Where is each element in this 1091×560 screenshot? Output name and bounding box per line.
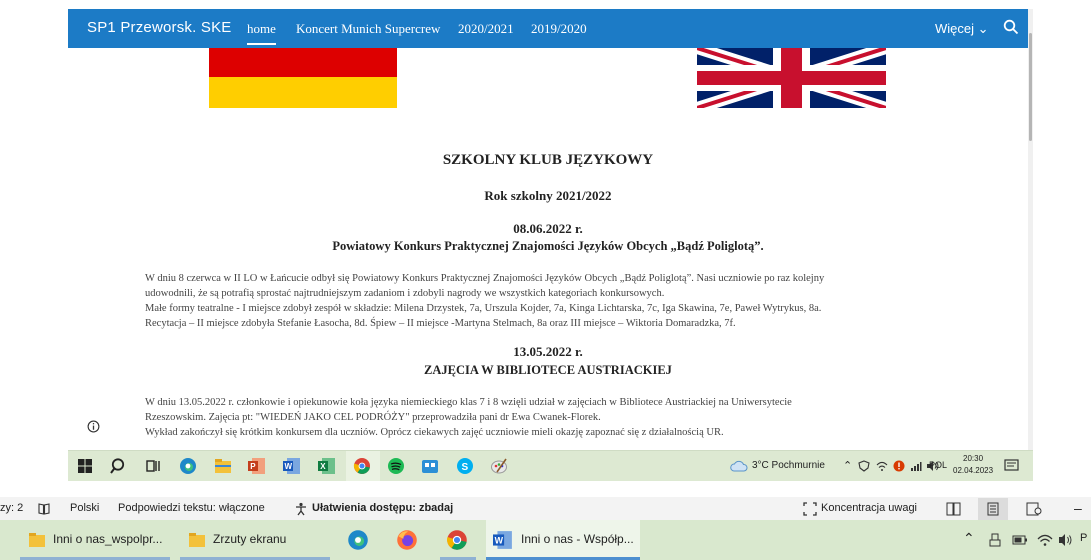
news-body [145, 395, 951, 440]
scrollbar-thumb[interactable] [1029, 33, 1032, 141]
nav-item-2020-2021[interactable]: 2020/2021 [458, 21, 514, 36]
shield-icon[interactable] [858, 460, 870, 472]
page-heading: SZKOLNY KLUB JĘZYKOWY [442, 152, 654, 168]
news-title: Powiatowy Konkurs Praktycznej Znajomości Języków Obcych „Bądź Poliglotą”. [332, 239, 764, 253]
search-icon[interactable] [1003, 19, 1019, 35]
site-navbar [68, 9, 1028, 48]
volume-icon[interactable] [1058, 533, 1076, 547]
news-line: Małe formy teatralne - I miejsce zdobył zespół w składzie: Milena Drzystek, 7a, Urszula Kojder, 7a, Kinga Lichtarska, 7c, Iga Skawina, 7e, Paweł Wytrykus, 8a. [145, 303, 822, 314]
wifi-icon[interactable] [876, 460, 888, 472]
taskbar-item-folder[interactable] [20, 520, 170, 560]
search-icon[interactable] [110, 457, 128, 475]
print-layout-button[interactable] [978, 498, 1008, 520]
news-line: W dniu 8 czerwca w II LO w Łańcucie odbył się Powiatowy Konkurs Praktycznej Znajomości Języków Obcych „Bądź Poliglotą”. Nasi uczniowie po raz kolejny [145, 273, 825, 284]
chevron-up-icon[interactable]: ⌃ [843, 460, 853, 472]
accessibility-status[interactable]: Ułatwienia dostępu: zbadaj [312, 502, 454, 514]
folder-icon [188, 531, 206, 549]
chevron-down-icon: ⌄ [977, 21, 989, 36]
taskbar-item-label: Inni o nas_wspolpr... [53, 532, 163, 546]
svg-text:X: X [320, 462, 326, 471]
word-icon [493, 530, 513, 550]
zoom-out-button[interactable]: – [1074, 500, 1082, 516]
news-date: 13.05.2022 r. [513, 344, 583, 359]
firefox-icon[interactable] [396, 529, 418, 551]
accessibility-icon[interactable] [294, 502, 308, 516]
print-layout-icon [986, 502, 1000, 516]
uk-flag-image [697, 48, 886, 108]
school-year: Rok szkolny 2021/2022 [484, 188, 612, 203]
taskbar-item-label: Inni o nas - Współp... [521, 532, 634, 546]
embedded-taskbar [68, 450, 1033, 481]
windows-taskbar [0, 520, 1091, 560]
read-mode-icon[interactable] [946, 502, 961, 516]
taskbar-item-folder[interactable] [180, 520, 330, 560]
top-strip [0, 0, 1091, 9]
nav-item-home[interactable]: home [247, 21, 276, 45]
news-line: W dniu 13.05.2022 r. członkowie i opiekunowie koła języka niemieckiego klas 7 i 8 wzięli udział w zajęciach w Bibliotece Austriackiej na Uniwersytecie [145, 397, 792, 408]
usb-icon[interactable] [988, 533, 1002, 547]
nav-more-label: Więcej [935, 21, 975, 36]
excel-icon[interactable] [318, 457, 336, 475]
skype-icon[interactable] [456, 457, 474, 475]
windows-start-icon[interactable] [78, 459, 92, 473]
taskbar-item-word[interactable] [486, 520, 640, 560]
network-icon[interactable] [910, 460, 922, 472]
svg-text:W: W [284, 462, 293, 471]
chrome-icon[interactable] [353, 457, 371, 475]
taskbar-item-label: Zrzuty ekranu [213, 532, 287, 546]
focus-mode-label[interactable]: Koncentracja uwagi [821, 502, 918, 514]
task-view-icon[interactable] [144, 457, 162, 475]
svg-text:P: P [250, 462, 256, 471]
notification-icon[interactable] [1004, 458, 1020, 474]
text-predictions-status[interactable]: Podpowiedzi tekstu: włączone [118, 502, 265, 514]
file-explorer-icon[interactable] [214, 457, 232, 475]
language-status[interactable]: Polski [70, 502, 100, 514]
site-title[interactable]: SP1 Przeworsk. SKE [87, 19, 232, 36]
alert-icon[interactable] [893, 460, 905, 472]
news-title: ZAJĘCIA W BIBLIOTECE AUSTRIACKIEJ [424, 363, 672, 377]
news-body [145, 271, 951, 331]
nav-item-koncert[interactable]: Koncert Munich Supercrew [296, 21, 441, 36]
paint-icon[interactable] [490, 457, 508, 475]
powerpoint-icon[interactable] [248, 457, 266, 475]
word-status-bar [0, 497, 1091, 521]
wifi-icon[interactable] [1037, 533, 1053, 547]
news-line: Wykład zakończył się krótkim konkursem dla uczniów. Oprócz ciekawych zajęć uczniowie mieli okazję zapoznać się z działalnością UR. [145, 427, 724, 438]
nav-item-2019-2020[interactable]: 2019/2020 [531, 21, 587, 36]
clock-date[interactable]: 02.04.2023 [953, 466, 994, 475]
svg-text:W: W [494, 535, 504, 546]
edge-icon[interactable] [179, 457, 197, 475]
word-count[interactable]: zy: 2 [0, 502, 24, 514]
overflow-indicator[interactable]: P [1080, 532, 1088, 544]
chrome-icon [446, 529, 468, 551]
svg-text:S: S [461, 462, 469, 473]
germany-flag-image [209, 48, 397, 108]
word-icon[interactable] [283, 457, 301, 475]
store-app-icon[interactable] [421, 457, 439, 475]
news-line: udowodnili, że są potrafią sprostać najtrudniejszym zadaniom i zdobyli nagrody we wszystkich kategoriach konkursowych. [145, 288, 665, 299]
battery-icon[interactable] [1012, 533, 1028, 547]
web-layout-icon[interactable] [1026, 502, 1042, 516]
spotify-icon[interactable] [387, 457, 405, 475]
news-line: Recytacja – II miejsce zdobyła Stefanie Łasocha, 8d. Śpiew – II miejsce -Martyna Stelmach, 8a oraz III miejsce – Wiktoria Domaradzka, 7f. [145, 318, 736, 329]
nav-more-menu[interactable] [935, 21, 989, 37]
chevron-up-icon[interactable]: ⌃ [963, 530, 975, 546]
weather-text[interactable]: 3°C Pochmurnie [752, 460, 825, 471]
proofing-book-icon[interactable] [37, 502, 51, 516]
folder-icon [28, 531, 46, 549]
news-line: Rzeszowskim. Zajęcia pt: "WIEDEŃ JAKO CEL PODRÓŻY" przeprowadziła pani dr Ewa Cwanek-Florek. [145, 412, 601, 423]
taskbar-item-chrome[interactable] [436, 520, 480, 560]
info-icon[interactable] [87, 420, 100, 433]
clock-time[interactable]: 20:30 [963, 454, 984, 463]
embedded-site-screenshot [68, 9, 1033, 450]
cloud-weather-icon [730, 459, 748, 473]
language-indicator[interactable]: POL [929, 460, 948, 470]
news-date: 08.06.2022 r. [513, 221, 583, 236]
focus-mode-icon[interactable] [803, 502, 817, 516]
edge-icon[interactable] [347, 529, 369, 551]
